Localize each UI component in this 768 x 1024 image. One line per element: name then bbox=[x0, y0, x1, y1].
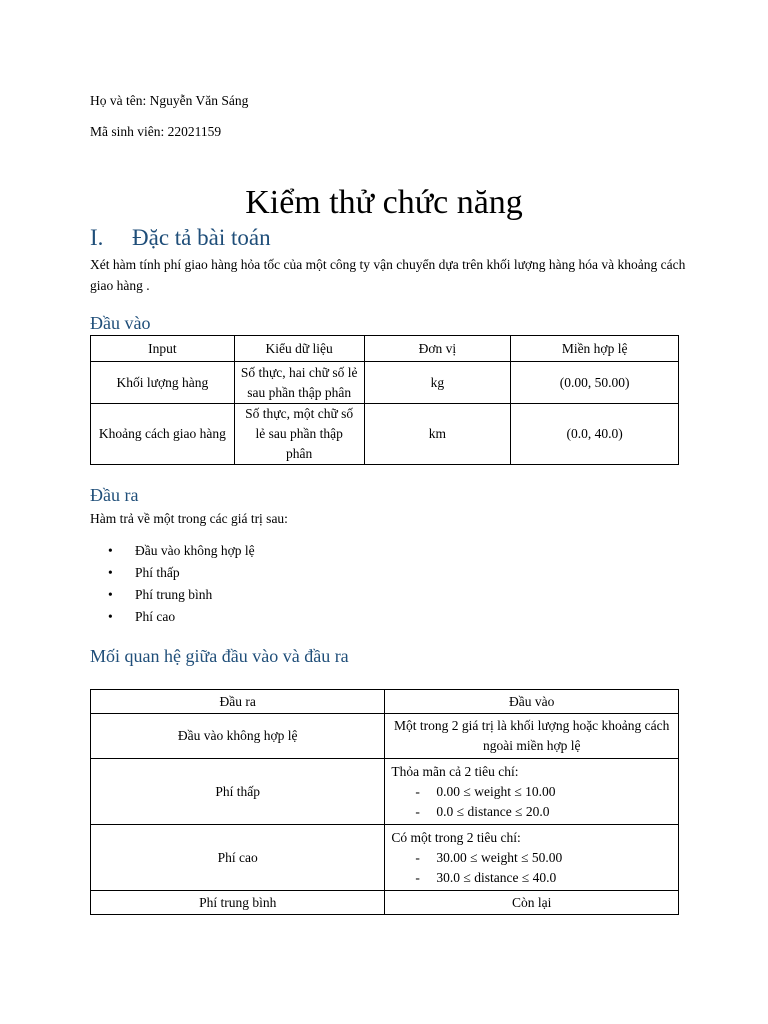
table-cell: Số thực, một chữ số lẻ sau phần thập phân bbox=[234, 404, 364, 465]
table-cell: Số thực, hai chữ số lẻ sau phần thập phân bbox=[234, 362, 364, 404]
criterion bbox=[391, 848, 672, 868]
dash: - bbox=[415, 783, 420, 799]
table-cell: Phí cao bbox=[91, 825, 385, 891]
criteria-intro: Thỏa mãn cả 2 tiêu chí: bbox=[391, 763, 519, 779]
criterion-text: 0.0 ≤ distance ≤ 20.0 bbox=[436, 803, 550, 819]
relation-heading: Mối quan hệ giữa đầu vào và đầu ra bbox=[90, 646, 349, 666]
section-title: Đặc tả bài toán bbox=[132, 225, 271, 250]
table-header-cell: Miền hợp lệ bbox=[511, 336, 679, 362]
table-cell: Phí trung bình bbox=[91, 891, 385, 915]
list-item: • Phí trung bình bbox=[108, 584, 255, 606]
outputs-heading: Đầu ra bbox=[90, 485, 139, 505]
table-row bbox=[91, 759, 679, 825]
table-cell bbox=[385, 825, 679, 891]
table-header-cell: Đầu ra bbox=[91, 690, 385, 714]
table-header-cell: Đơn vị bbox=[364, 336, 511, 362]
criterion bbox=[391, 802, 672, 822]
table-header-row bbox=[91, 690, 679, 714]
inputs-heading: Đầu vào bbox=[90, 313, 151, 333]
table-cell: (0.0, 40.0) bbox=[511, 404, 679, 465]
table-cell: Khối lượng hàng bbox=[91, 362, 235, 404]
table-row bbox=[91, 825, 679, 891]
table-header-cell: Đầu vào bbox=[385, 690, 679, 714]
dash: - bbox=[415, 803, 420, 819]
criteria-intro: Có một trong 2 tiêu chí: bbox=[391, 829, 521, 845]
table-cell: km bbox=[364, 404, 511, 465]
table-row bbox=[91, 404, 679, 465]
list-item: • Phí thấp bbox=[108, 562, 255, 584]
list-item: • Đầu vào không hợp lệ bbox=[108, 540, 255, 562]
table-cell: Phí thấp bbox=[91, 759, 385, 825]
table-cell: Còn lại bbox=[385, 891, 679, 915]
document-title: Kiểm thử chức năng bbox=[245, 184, 523, 221]
relation-table bbox=[90, 689, 679, 915]
student-name: Họ và tên: Nguyễn Văn Sáng bbox=[90, 93, 249, 108]
problem-description: Xét hàm tính phí giao hàng hỏa tốc của một công ty vận chuyển dựa trên khối lượng hàng hóa và khoảng cách giao hàng . bbox=[90, 257, 686, 293]
criterion bbox=[391, 782, 672, 802]
table-header-row bbox=[91, 336, 679, 362]
table-row bbox=[91, 362, 679, 404]
table-cell: kg bbox=[364, 362, 511, 404]
criterion bbox=[391, 868, 672, 888]
table-cell bbox=[385, 759, 679, 825]
table-row bbox=[91, 891, 679, 915]
table-cell: Khoảng cách giao hàng bbox=[91, 404, 235, 465]
dash: - bbox=[415, 849, 420, 865]
criterion-text: 0.00 ≤ weight ≤ 10.00 bbox=[436, 783, 556, 799]
criterion-text: 30.00 ≤ weight ≤ 50.00 bbox=[436, 849, 563, 865]
outputs-intro: Hàm trả về một trong các giá trị sau: bbox=[90, 511, 288, 526]
table-cell: (0.00, 50.00) bbox=[511, 362, 679, 404]
table-row bbox=[91, 714, 679, 759]
outputs-list bbox=[108, 540, 255, 628]
table-cell: Một trong 2 giá trị là khối lượng hoặc khoảng cách ngoài miền hợp lệ bbox=[385, 714, 679, 759]
table-header-cell: Input bbox=[91, 336, 235, 362]
student-id: Mã sinh viên: 22021159 bbox=[90, 124, 222, 139]
table-header-cell: Kiểu dữ liệu bbox=[234, 336, 364, 362]
section-heading bbox=[90, 223, 271, 253]
section-number: I. bbox=[90, 225, 104, 250]
table-cell: Đầu vào không hợp lệ bbox=[91, 714, 385, 759]
criterion-text: 30.0 ≤ distance ≤ 40.0 bbox=[436, 869, 557, 885]
list-item: • Phí cao bbox=[108, 606, 255, 628]
dash: - bbox=[415, 869, 420, 885]
inputs-table bbox=[90, 335, 679, 465]
